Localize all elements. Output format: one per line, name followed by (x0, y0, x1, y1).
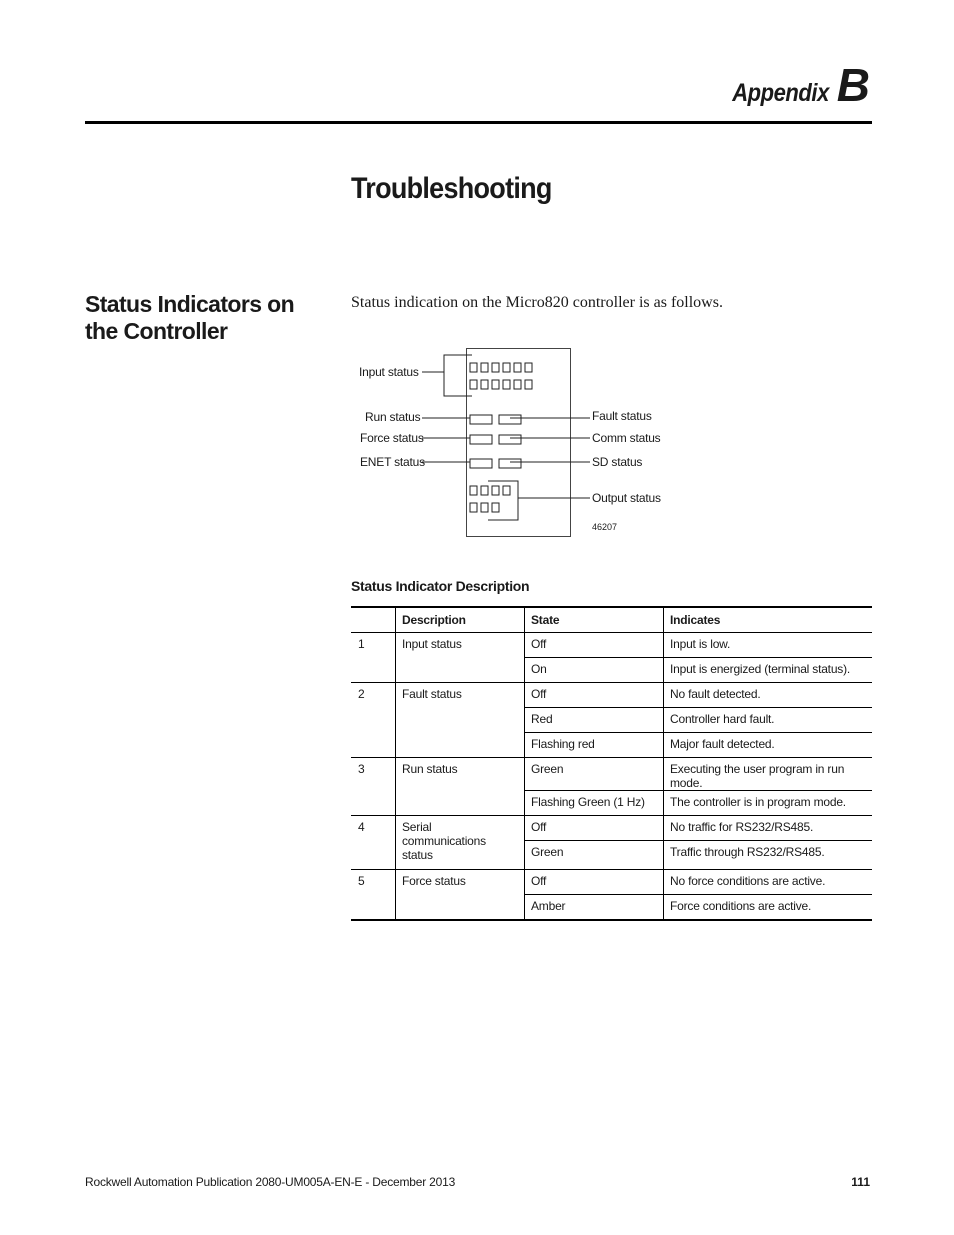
controller-status-figure (340, 340, 700, 550)
row-state: Green (525, 841, 664, 870)
status-leaders (422, 418, 590, 462)
row-indicates: Force conditions are active. (664, 895, 873, 921)
row-state: On (525, 658, 664, 683)
label-enet-status: ENET status (360, 455, 425, 469)
row-state: Off (525, 633, 664, 658)
row-indicates: No force conditions are active. (664, 870, 873, 895)
status-indicator-table (351, 606, 872, 921)
header-state: State (525, 607, 664, 633)
row-indicates: Input is energized (terminal status). (664, 658, 873, 683)
row-description: Run status (396, 758, 525, 816)
label-sd-status: SD status (592, 455, 643, 469)
label-comm-status: Comm status (592, 431, 661, 445)
page-number: 111 (851, 1175, 870, 1189)
table-row (351, 758, 872, 791)
table-title: Status Indicator Description (351, 578, 530, 594)
figure-number: 46207 (592, 522, 618, 532)
row-indicates: Executing the user program in run mode. (664, 758, 873, 791)
row-number: 4 (351, 816, 396, 870)
row-state: Off (525, 870, 664, 895)
row-number: 5 (351, 870, 396, 921)
header-rule (85, 121, 872, 124)
row-indicates: No traffic for RS232/RS485. (664, 816, 873, 841)
row-indicates: Major fault detected. (664, 733, 873, 758)
table-header-row (351, 607, 872, 633)
row-description: Input status (396, 633, 525, 683)
row-description: Fault status (396, 683, 525, 758)
header-number (351, 607, 396, 633)
input-leds (470, 363, 532, 389)
table-row (351, 816, 872, 841)
row-number: 3 (351, 758, 396, 816)
row-state: Flashing red (525, 733, 664, 758)
output-leds (470, 486, 510, 512)
label-input-status: Input status (359, 365, 419, 379)
header-indicates: Indicates (664, 607, 873, 633)
appendix-letter: B (836, 59, 870, 111)
appendix-heading (719, 59, 870, 111)
status-leds (470, 415, 521, 468)
table-row (351, 870, 872, 895)
footer-publication: Rockwell Automation Publication 2080-UM005A-EN-E - December 2013 (85, 1175, 456, 1189)
row-state: Off (525, 683, 664, 708)
section-heading: Status Indicators on the Controller (85, 291, 295, 344)
row-state: Flashing Green (1 Hz) (525, 791, 664, 816)
row-indicates: Traffic through RS232/RS485. (664, 841, 873, 870)
row-indicates: Controller hard fault. (664, 708, 873, 733)
appendix-word: Appendix (732, 79, 829, 107)
header-description: Description (396, 607, 525, 633)
label-output-status: Output status (592, 491, 661, 505)
input-bracket (444, 355, 472, 396)
label-run-status: Run status (365, 410, 421, 424)
row-number: 2 (351, 683, 396, 758)
label-force-status: Force status (360, 431, 424, 445)
row-description: Force status (396, 870, 525, 921)
row-number: 1 (351, 633, 396, 683)
row-state: Green (525, 758, 664, 791)
row-description: Serial communications status (396, 816, 525, 870)
label-fault-status: Fault status (592, 409, 652, 423)
table-row (351, 683, 872, 708)
table-row (351, 633, 872, 658)
row-indicates: Input is low. (664, 633, 873, 658)
row-state: Off (525, 816, 664, 841)
row-state: Red (525, 708, 664, 733)
row-indicates: No fault detected. (664, 683, 873, 708)
page-title: Troubleshooting (351, 172, 552, 205)
intro-paragraph: Status indication on the Micro820 controller is as follows. (351, 294, 723, 311)
row-state: Amber (525, 895, 664, 921)
row-indicates: The controller is in program mode. (664, 791, 873, 816)
